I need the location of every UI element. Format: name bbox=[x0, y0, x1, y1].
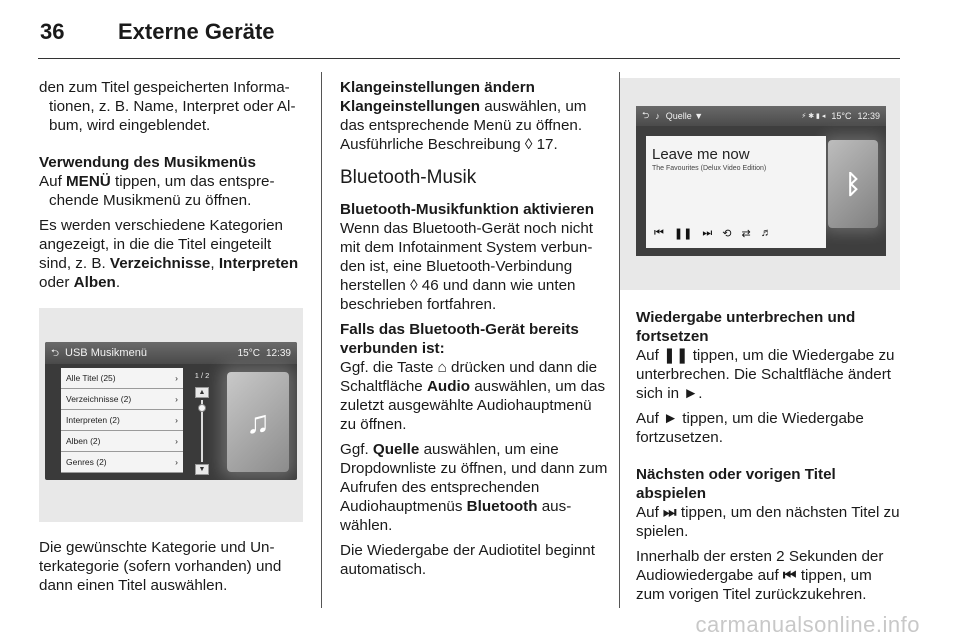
resume-paragraph: Auf ► tippen, um die Wiedergabe fortzusetzen. bbox=[636, 410, 864, 446]
pause-resume-heading: Wiedergabe unterbrechen und fortsetzen bbox=[636, 309, 856, 345]
already-connected-heading: Falls das Bluetooth-Gerät bereits verbunden ist: bbox=[340, 321, 579, 357]
usb-menu-title: USB Musikmenü bbox=[65, 346, 147, 359]
shuffle-icon[interactable]: ⇄ bbox=[741, 228, 751, 240]
sound-settings-paragraph: Klangeinstellungen auswählen, um das entsprechende Menü zu öffnen. Ausführliche Beschreibung ◊ 17. bbox=[340, 98, 587, 153]
temperature: 15°C bbox=[237, 347, 260, 359]
header-divider bbox=[38, 58, 900, 59]
bluetooth-screen bbox=[636, 106, 886, 256]
next-track-icon: ⏭ bbox=[663, 504, 677, 521]
column-1 bbox=[39, 78, 305, 601]
music-menu-heading: Verwendung des Musikmenüs bbox=[39, 154, 256, 171]
next-previous-heading: Nächsten oder vorigen Titel abspielen bbox=[636, 466, 836, 502]
next-track-paragraph: Auf ⏭ tippen, um den nächsten Titel zu spielen. bbox=[636, 504, 900, 540]
previous-track-icon: ⏮ bbox=[782, 567, 797, 584]
clock: 12:39 bbox=[857, 111, 880, 121]
pause-icon[interactable]: ❚❚ bbox=[673, 228, 693, 240]
bt-status-bar bbox=[636, 106, 886, 126]
bluetooth-activate-heading: Bluetooth-Musikfunktion aktivieren bbox=[340, 201, 594, 218]
source-paragraph: Ggf. Quelle auswählen, um eine Dropdownliste zu öffnen, und dann zum Aufrufen des entsprechenden Audiohauptmenüs Bluetooth auswählen. bbox=[340, 441, 608, 534]
album-title: The Favourites (Delux Video Edition) bbox=[652, 165, 767, 172]
status-icons: ⚡ ✱ ▮ ◂ bbox=[801, 113, 826, 120]
playback-controls bbox=[654, 227, 772, 240]
back-icon[interactable]: ⮌ bbox=[51, 347, 60, 359]
watermark: carmanualsonline.info bbox=[695, 612, 920, 637]
clock: 12:39 bbox=[265, 347, 291, 359]
pause-icon: ❚❚ bbox=[663, 347, 689, 364]
scroll-track[interactable] bbox=[201, 400, 203, 462]
page-number: 36 bbox=[40, 19, 65, 44]
equalizer-icon[interactable]: ♬ bbox=[760, 227, 772, 239]
track-title: Leave me now bbox=[652, 146, 750, 163]
usb-menu-screen bbox=[45, 342, 297, 480]
playback-start-paragraph: Die Wiedergabe der Audiotitel beginnt automatisch. bbox=[340, 542, 595, 578]
scroll-knob[interactable] bbox=[198, 404, 206, 412]
back-icon[interactable]: ⮌ bbox=[642, 110, 650, 120]
source-dropdown[interactable]: Quelle ▼ bbox=[665, 111, 704, 121]
scroll-down-button[interactable]: ▼ bbox=[195, 464, 209, 475]
chevron-right-icon: › bbox=[175, 372, 178, 383]
previous-track-paragraph: Innerhalb der ersten 2 Sekunden der Audiowiedergabe auf ⏮ tippen, um zum vorigen Titel zurückzukehren. bbox=[636, 548, 884, 603]
now-playing-panel bbox=[646, 136, 826, 248]
usb-menu-screenshot bbox=[39, 308, 303, 522]
repeat-icon[interactable]: ⟲ bbox=[722, 228, 732, 240]
column-divider-1 bbox=[321, 72, 322, 608]
chevron-right-icon: › bbox=[175, 414, 178, 425]
music-note-icon: ♪ bbox=[655, 111, 660, 121]
previous-track-icon[interactable]: ⏮ bbox=[654, 227, 664, 239]
page-title: Externe Geräte bbox=[118, 19, 275, 44]
chevron-right-icon: › bbox=[175, 393, 178, 404]
music-menu-paragraph: Auf MENÜ tippen, um das entsprechende Musikmenü zu öffnen. bbox=[39, 173, 275, 209]
select-category-paragraph: Die gewünschte Kategorie und Unterkategorie (sofern vorhanden) und dann einen Titel auswählen. bbox=[39, 539, 282, 594]
categories-paragraph: Es werden verschiedene Kategorien angezeigt, in die die Titel eingeteilt sind, z. B. Verzeichnisse, Interpreten oder Alben. bbox=[39, 217, 299, 291]
next-track-icon[interactable]: ⏭ bbox=[702, 227, 713, 239]
usb-status-bar bbox=[45, 342, 297, 364]
music-note-icon: ♫ bbox=[227, 372, 289, 472]
scroll-up-button[interactable]: ▲ bbox=[195, 387, 209, 398]
pause-paragraph: Auf ❚❚ tippen, um die Wiedergabe zu unterbrechen. Die Schaltfläche ändert sich in ►. bbox=[636, 347, 895, 402]
sound-settings-heading: Klangeinstellungen ändern bbox=[340, 79, 535, 96]
intro-paragraph: den zum Titel gespeicherten Informationen, z. B. Name, Interpret oder Album, wird eingeblendet. bbox=[39, 79, 296, 134]
list-item[interactable]: Interpreten (2) › bbox=[61, 410, 183, 431]
bluetooth-music-section-title: Bluetooth-Musik bbox=[340, 167, 477, 188]
column-2 bbox=[340, 78, 608, 585]
list-item[interactable]: Genres (2) › bbox=[61, 452, 183, 473]
temperature: 15°C bbox=[831, 111, 852, 121]
bluetooth-screenshot bbox=[620, 78, 900, 290]
bluetooth-icon: ᛒ bbox=[828, 140, 878, 228]
audio-button-paragraph: Ggf. die Taste ⌂ drücken und dann die Schaltfläche Audio auswählen, um das zuletzt ausgewählte Audiohauptmenü zu öffnen. bbox=[340, 359, 606, 433]
chevron-right-icon: › bbox=[175, 435, 178, 446]
list-item[interactable]: Alle Titel (25) › bbox=[61, 368, 183, 389]
page-indicator: 1 / 2 bbox=[194, 371, 210, 380]
bluetooth-connect-paragraph: Wenn das Bluetooth-Gerät noch nicht mit dem Infotainment System verbunden ist, eine Bluetooth-Verbindung herstellen ◊ 46 und dann wie unten beschrieben fortfahren. bbox=[340, 220, 593, 313]
list-item[interactable]: Verzeichnisse (2) › bbox=[61, 389, 183, 410]
list-item[interactable]: Alben (2) › bbox=[61, 431, 183, 452]
chevron-right-icon: › bbox=[175, 456, 178, 467]
column-3 bbox=[636, 308, 904, 610]
list-scrollbar[interactable] bbox=[187, 366, 217, 478]
usb-category-list bbox=[61, 368, 183, 473]
